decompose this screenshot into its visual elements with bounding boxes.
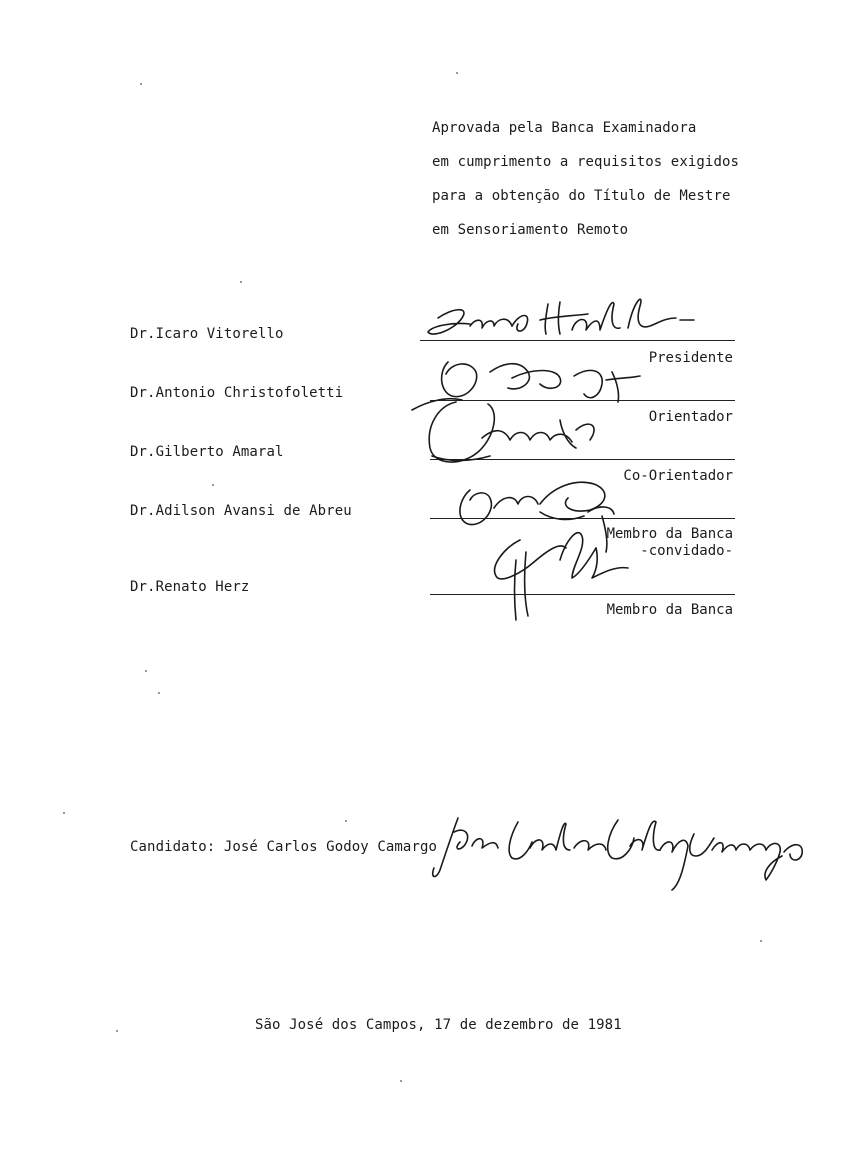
committee-role-4: Membro da Banca [606, 526, 733, 542]
committee-role-2: Orientador [648, 409, 733, 425]
approval-line-1: Aprovada pela Banca Examinadora [432, 120, 697, 136]
approval-line-2: em cumprimento a requisitos exigidos [432, 154, 740, 170]
committee-name-2: Dr.Antonio Christofoletti [130, 385, 344, 401]
approval-line-4: em Sensoriamento Remoto [432, 222, 629, 238]
scan-speck [145, 670, 147, 672]
committee-name-5: Dr.Renato Herz [130, 579, 250, 595]
signature-orientador [412, 362, 640, 410]
committee-role-4-note: -convidado- [640, 543, 733, 559]
signature-co-orientador [429, 402, 594, 462]
scan-speck [63, 812, 65, 814]
committee-role-5: Membro da Banca [606, 602, 733, 618]
scan-speck [760, 940, 762, 942]
committee-name-4: Dr.Adilson Avansi de Abreu [130, 503, 352, 519]
scan-speck [240, 281, 242, 283]
scan-speck [400, 1080, 402, 1082]
scan-speck [158, 692, 160, 694]
signature-candidate [433, 818, 803, 890]
committee-role-1: Presidente [648, 350, 733, 366]
candidate-label: Candidato: José Carlos Godoy Camargo [130, 839, 438, 855]
scan-speck [456, 72, 458, 74]
committee-role-3: Co-Orientador [623, 468, 733, 484]
scan-speck [116, 1030, 118, 1032]
signature-membro-banca [495, 507, 628, 620]
scan-speck [345, 820, 347, 822]
signature-presidente [428, 299, 694, 334]
committee-name-3: Dr.Gilberto Amaral [130, 444, 284, 460]
scan-speck [140, 83, 142, 85]
place-date: São José dos Campos, 17 de dezembro de 1981 [255, 1017, 622, 1033]
scan-speck [212, 484, 214, 486]
signature-membro-convidado [460, 482, 605, 524]
committee-name-1: Dr.Icaro Vitorello [130, 326, 284, 342]
approval-line-3: para a obtenção do Título de Mestre [432, 188, 731, 204]
